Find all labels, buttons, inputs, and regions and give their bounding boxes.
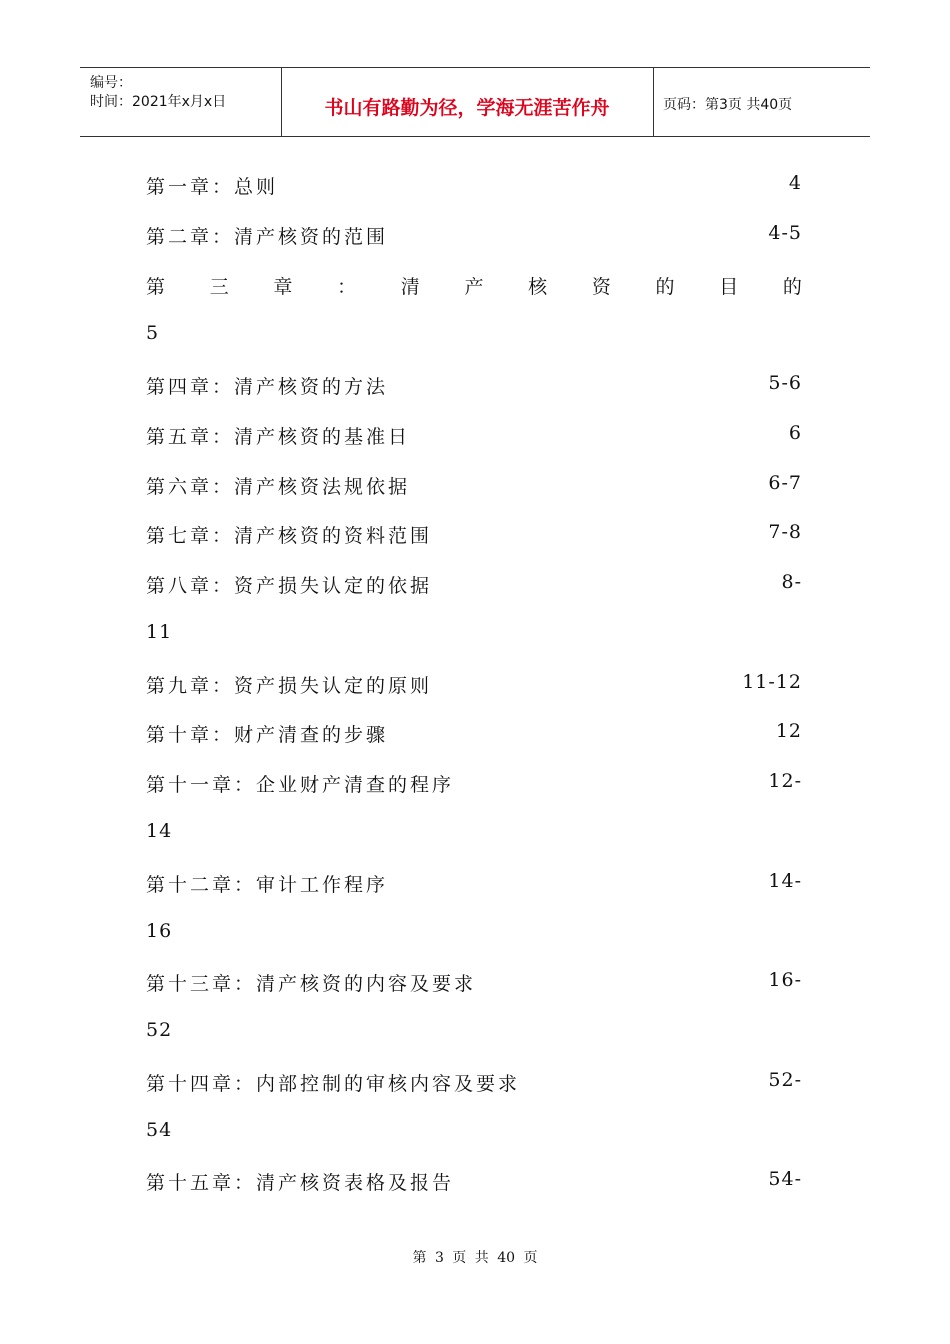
document-date-label: 时间：2021年x月x日 xyxy=(90,94,227,110)
toc-entry-pages: 12 xyxy=(775,720,802,742)
toc-entry[interactable] xyxy=(146,1069,802,1097)
toc-entry-title: 第十五章：清产核资表格及报告 xyxy=(146,1172,455,1194)
toc-entry-title: 第八章：资产损失认定的依据 xyxy=(146,575,433,597)
document-number-label: 编号： xyxy=(90,75,132,91)
toc-entry[interactable] xyxy=(146,372,802,400)
page-footer: 第 3 页 共 40 页 xyxy=(412,1250,538,1266)
header-page-label: 页码：第3页 共40页 xyxy=(663,97,793,113)
toc-entry[interactable] xyxy=(146,571,802,599)
toc-entry-title: 第五章：清产核资的基准日 xyxy=(146,426,411,448)
toc-entry-pages: 16- xyxy=(768,969,802,991)
toc-entry-title: 第四章：清产核资的方法 xyxy=(146,376,389,398)
toc-entry-title: 第十二章：审计工作程序 xyxy=(146,874,389,896)
toc-entry-title: 第二章：清产核资的范围 xyxy=(146,226,389,248)
toc-entry-title: 第十一章：企业财产清查的程序 xyxy=(146,774,455,796)
toc-entry[interactable] xyxy=(146,770,802,798)
toc-entry-pages: 54- xyxy=(768,1168,802,1190)
toc-title-char: 资 xyxy=(591,276,611,298)
toc-entry-pages: 11-12 xyxy=(742,671,802,693)
toc-title-char: 的 xyxy=(655,276,675,298)
toc-entry-title: 第七章：清产核资的资料范围 xyxy=(146,525,433,547)
toc-entry-title: 第十章：财产清查的步骤 xyxy=(146,724,389,746)
toc-entry-pages: 5-6 xyxy=(768,372,802,394)
toc-title-char: ： xyxy=(337,276,357,298)
toc-entry[interactable] xyxy=(146,870,802,898)
toc-entry-pages: 52- xyxy=(768,1069,802,1091)
toc-entry[interactable] xyxy=(146,222,802,250)
toc-entry[interactable] xyxy=(146,969,802,997)
toc-entry-pages: 4 xyxy=(788,172,802,194)
toc-entry-title xyxy=(146,272,802,299)
toc-title-char: 核 xyxy=(528,276,548,298)
toc-entry-pages-continued: 16 xyxy=(146,920,173,942)
toc-entry-pages-continued: 52 xyxy=(146,1019,173,1041)
toc-entry-title: 第一章：总则 xyxy=(146,176,279,198)
toc-entry-pages-continued: 54 xyxy=(146,1119,173,1141)
toc-entry[interactable] xyxy=(146,472,802,500)
header-divider xyxy=(653,68,654,136)
toc-entry-pages: 6 xyxy=(788,422,802,444)
toc-entry[interactable] xyxy=(146,272,802,300)
toc-title-char: 清 xyxy=(400,276,420,298)
toc-title-char: 的 xyxy=(782,276,802,298)
toc-entry-pages: 12- xyxy=(768,770,802,792)
toc-title-char: 产 xyxy=(464,276,484,298)
header-motto: 书山有路勤为径，学海无涯苦作舟 xyxy=(324,97,610,119)
page-header xyxy=(80,67,870,137)
toc-entry-title: 第六章：清产核资法规依据 xyxy=(146,476,411,498)
toc-title-char: 章 xyxy=(273,276,293,298)
toc-entry-title: 第十三章：清产核资的内容及要求 xyxy=(146,973,477,995)
toc-entry-pages: 7-8 xyxy=(768,521,802,543)
toc-entry-title: 第九章：资产损失认定的原则 xyxy=(146,675,433,697)
toc-entry-pages: 6-7 xyxy=(768,472,802,494)
toc-entry[interactable] xyxy=(146,671,802,699)
toc-entry[interactable] xyxy=(146,1168,802,1196)
toc-entry[interactable] xyxy=(146,720,802,748)
toc-entry-pages-continued: 11 xyxy=(146,621,173,643)
toc-entry-pages: 4-5 xyxy=(768,222,802,244)
toc-title-char: 第 xyxy=(146,276,166,298)
toc-entry-pages: 8- xyxy=(781,571,802,593)
toc-title-char: 目 xyxy=(719,276,739,298)
toc-title-char: 三 xyxy=(209,276,229,298)
toc-entry-title: 第十四章：内部控制的审核内容及要求 xyxy=(146,1073,521,1095)
toc-entry[interactable] xyxy=(146,172,802,200)
toc-entry-pages-continued: 14 xyxy=(146,820,173,842)
toc-entry[interactable] xyxy=(146,422,802,450)
toc-entry[interactable] xyxy=(146,521,802,549)
toc-entry-pages-continued: 5 xyxy=(146,322,160,344)
toc-entry-pages: 14- xyxy=(768,870,802,892)
